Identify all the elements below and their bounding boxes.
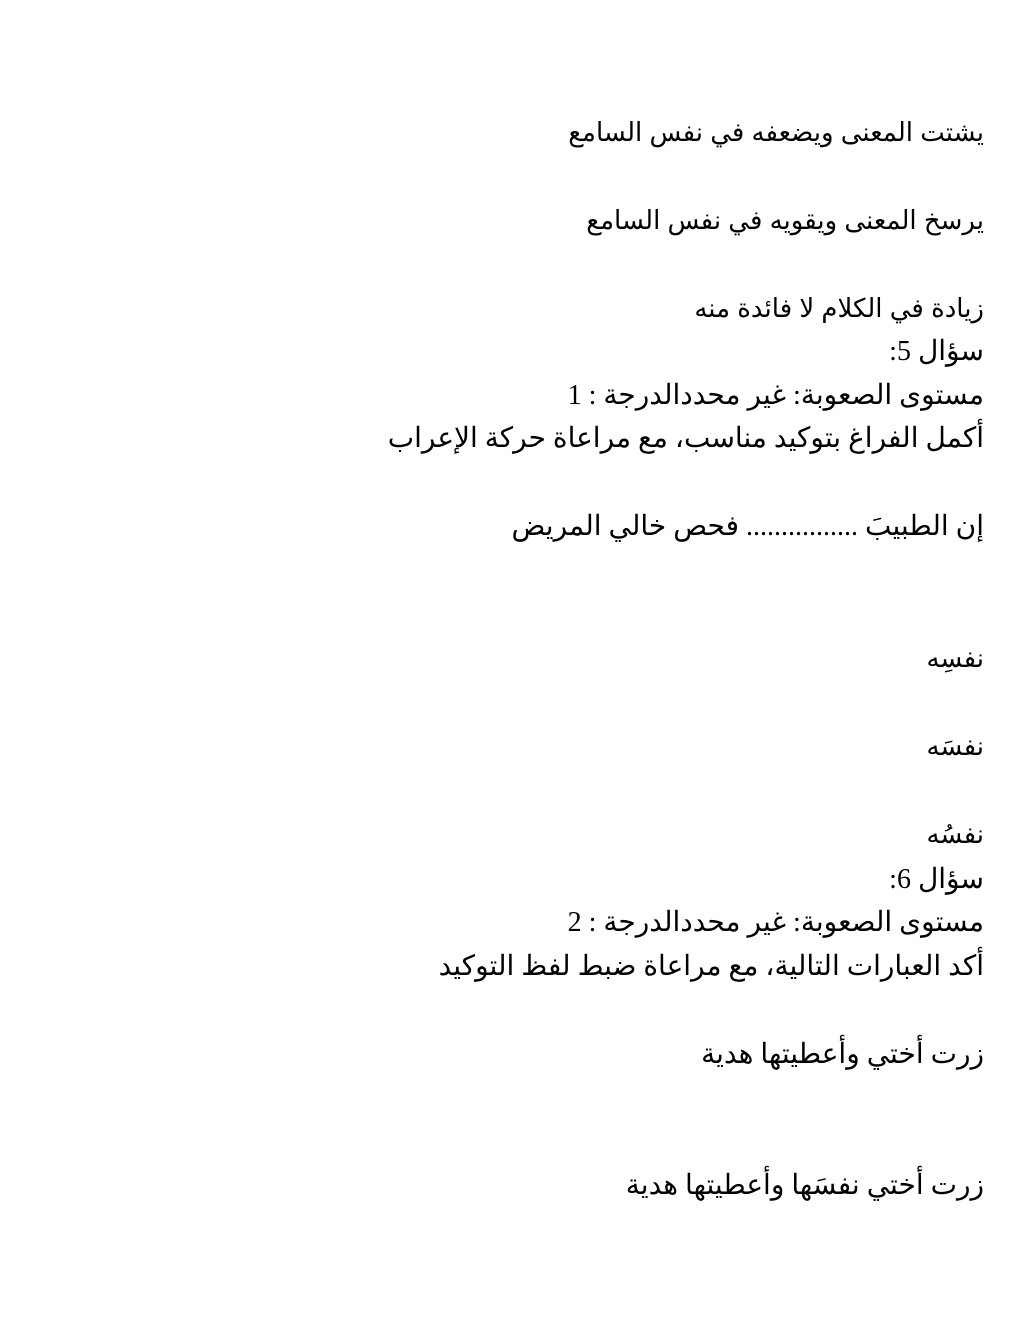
q4-option-3: زيادة في الكلام لا فائدة منه	[694, 293, 984, 323]
q5-sentence: إن الطبيبَ ................ فحص خالي المريض	[511, 511, 984, 542]
q5-title: سؤال 5:	[889, 336, 984, 367]
q5-prompt: أكمل الفراغ بتوكيد مناسب، مع مراعاة حركة الإعراب	[387, 423, 984, 454]
q6-prompt: أكد العبارات التالية، مع مراعاة ضبط لفظ التوكيد	[438, 951, 984, 982]
q5-option-1: نفسِه	[926, 643, 984, 673]
q4-option-1: يشتت المعنى ويضعفه في نفس السامع	[568, 117, 984, 147]
q5-option-3: نفسُه	[926, 819, 984, 849]
q5-option-2: نفسَه	[926, 731, 984, 761]
q6-answer: زرت أختي نفسَها وأعطيتها هدية	[625, 1170, 984, 1201]
q4-option-2: يرسخ المعنى ويقويه في نفس السامع	[586, 205, 984, 235]
q5-difficulty: مستوى الصعوبة: غير محددالدرجة : 1	[567, 380, 984, 411]
q6-sentence: زرت أختي وأعطيتها هدية	[701, 1039, 984, 1070]
q6-title: سؤال 6:	[889, 864, 984, 895]
q6-difficulty: مستوى الصعوبة: غير محددالدرجة : 2	[567, 907, 984, 938]
